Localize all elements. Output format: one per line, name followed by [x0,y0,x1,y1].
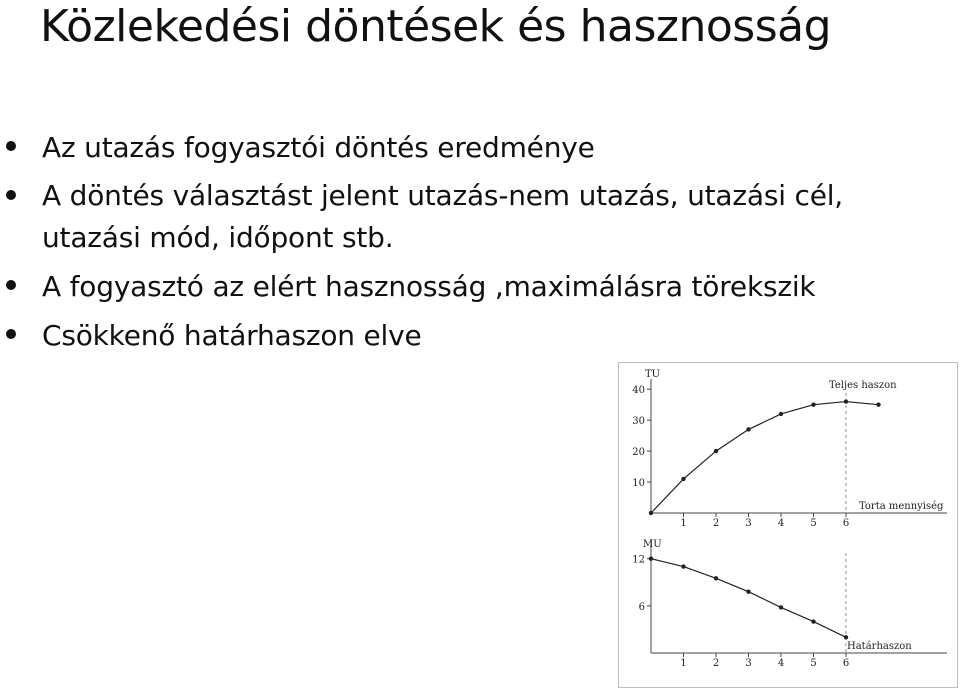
bullet-text: Csökkenő határhaszon elve [42,319,422,352]
data-point [811,619,815,623]
x-tick-label: 2 [712,658,720,669]
data-point [779,605,783,609]
bullet-dot-icon [6,190,16,200]
utility-figure [618,362,958,688]
data-point [746,590,750,594]
data-point [844,399,848,403]
data-point [746,427,750,431]
x-tick-label: 1 [680,518,687,529]
x-tick-label: 5 [810,658,817,669]
bullet-dot-icon [6,329,16,339]
x-tick-label: 5 [810,518,817,529]
bullet-item [0,175,922,259]
curve-annotation: Teljes haszon [829,380,897,391]
data-point [681,564,685,568]
x-tick-label: 6 [842,518,850,529]
bullet-list [0,126,940,363]
curve-annotation: Határhaszon [847,641,912,652]
x-tick-label: 1 [680,658,687,669]
data-point [876,402,880,406]
data-point [714,449,718,453]
x-tick-label: 4 [777,658,785,669]
y-axis-label: TU [645,369,661,380]
y-tick-label: 12 [632,554,645,566]
bullet-item [0,265,940,308]
bullet-text: A döntés választást jelent utazás-nem utazás, utazási cél, utazási mód, időpont stb. [42,179,844,254]
x-axis-label: Torta mennyiség [859,501,944,512]
utility-chart-svg [619,363,959,689]
data-point [649,557,653,561]
series-line [651,559,846,638]
bullet-item [0,314,940,357]
x-tick-label: 3 [745,518,752,529]
bullet-text: Az utazás fogyasztói döntés eredménye [42,131,595,164]
bullet-dot-icon [6,141,16,151]
data-point [649,511,653,515]
y-tick-label: 40 [632,385,645,397]
data-point [714,576,718,580]
bullet-item [0,126,940,169]
data-point [681,477,685,481]
y-tick-label: 30 [632,416,645,428]
x-tick-label: 4 [777,518,785,529]
x-tick-label: 2 [712,518,720,529]
y-tick-label: 6 [638,601,645,613]
x-tick-label: 6 [842,658,850,669]
data-point [844,635,848,639]
x-tick-label: 3 [745,658,752,669]
y-axis-label: MU [643,539,662,550]
series-line [651,402,879,513]
bullet-dot-icon [6,280,16,290]
y-tick-label: 20 [632,447,645,459]
data-point [811,402,815,406]
y-tick-label: 10 [632,478,645,490]
data-point [779,412,783,416]
bullet-text: A fogyasztó az elért hasznosság ,maximálásra törekszik [42,270,816,303]
slide-title: Közlekedési döntések és hasznosság [40,1,832,52]
